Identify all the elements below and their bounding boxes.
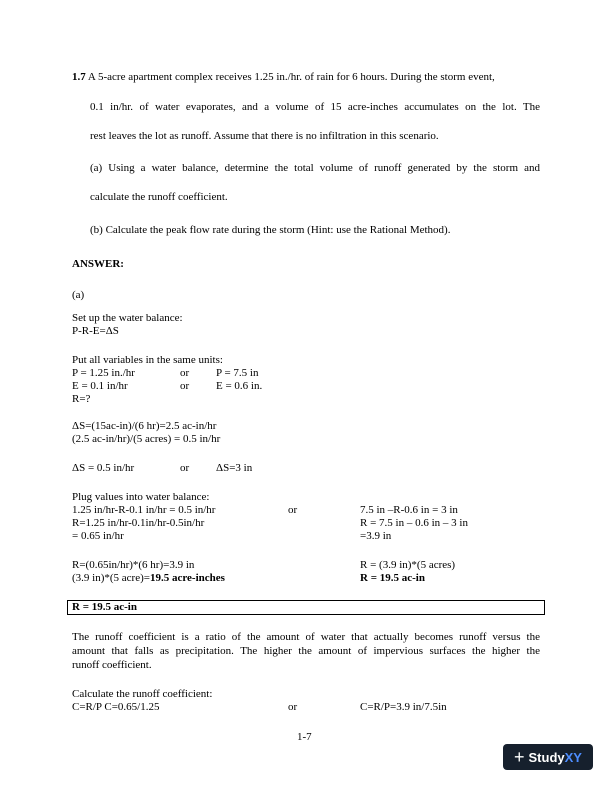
- ds-line-2: (2.5 ac-in/hr)/(5 acres) = 0.5 in/hr: [72, 433, 221, 445]
- e-left: E = 0.1 in/hr: [72, 380, 128, 392]
- coef-left: C=R/P C=0.65/1.25: [72, 701, 160, 713]
- part-a-line-1: (a) Using a water balance, determine the total volume of runoff generated by the storm and: [90, 162, 540, 174]
- studyxy-logo: [503, 744, 593, 770]
- coef-calc-intro: Calculate the runoff coefficient:: [72, 688, 213, 700]
- coef-or: or: [288, 701, 298, 713]
- part-a-line-2: calculate the runoff coefficient.: [90, 191, 228, 203]
- coef-text-2: amount that falls as precipitation. The higher the amount of impervious surfaces the higher the: [72, 645, 540, 657]
- plug-or: or: [288, 504, 298, 516]
- units-intro: Put all variables in the same units:: [72, 354, 223, 366]
- plug-right-1: 7.5 in –R-0.6 in = 3 in: [360, 504, 458, 516]
- answer-part-label: (a): [72, 289, 85, 301]
- problem-line-3: rest leaves the lot as runoff. Assume that there is no infiltration in this scenario.: [90, 130, 439, 142]
- plus-icon: +: [514, 747, 525, 767]
- result-box-text: R = 19.5 ac-in: [72, 601, 137, 613]
- answer-heading: ANSWER:: [72, 258, 124, 270]
- plug-left-1: 1.25 in/hr-R-0.1 in/hr = 0.5 in/hr: [72, 504, 216, 516]
- part-b: (b) Calculate the peak flow rate during the storm (Hint: use the Rational Method).: [90, 224, 451, 236]
- problem-number: 1.7: [72, 71, 86, 83]
- r-unknown: R=?: [72, 393, 91, 405]
- e-or: or: [180, 380, 190, 392]
- plug-right-2: R = 7.5 in – 0.6 in – 3 in: [360, 517, 468, 529]
- setup-line-1: Set up the water balance:: [72, 312, 183, 324]
- p-right: P = 7.5 in: [216, 367, 259, 379]
- calc-left-2: [72, 572, 225, 585]
- coef-text-1: The runoff coefficient is a ratio of the amount of water that actually becomes runoff versus the: [72, 631, 540, 643]
- page-number: 1-7: [297, 731, 312, 743]
- calc-left-1: R=(0.65in/hr)*(6 hr)=3.9 in: [72, 559, 195, 571]
- plug-intro: Plug values into water balance:: [72, 491, 210, 503]
- plug-left-2: R=1.25 in/hr-0.1in/hr-0.5in/hr: [72, 517, 205, 529]
- coef-text-3: runoff coefficient.: [72, 659, 152, 671]
- e-right: E = 0.6 in.: [216, 380, 263, 392]
- problem-text-1: A 5-acre apartment complex receives 1.25 in./hr. of rain for 6 hours. During the storm event,: [87, 71, 495, 83]
- coef-right: C=R/P=3.9 in/7.5in: [360, 701, 447, 713]
- p-or: or: [180, 367, 190, 379]
- calc-left-2-prefix: (3.9 in)*(5 acre)=: [72, 572, 150, 584]
- ds-line-1: ΔS=(15ac-in)/(6 hr)=2.5 ac-in/hr: [72, 420, 217, 432]
- plug-left-3: = 0.65 in/hr: [72, 530, 124, 542]
- p-left: P = 1.25 in./hr: [72, 367, 135, 379]
- problem-line-2: 0.1 in/hr. of water evaporates, and a volume of 15 acre-inches accumulates on the lot. The: [90, 101, 540, 113]
- problem-line-1: [72, 71, 495, 84]
- calc-right-2: R = 19.5 ac-in: [360, 572, 425, 584]
- ds-or: or: [180, 462, 190, 474]
- plug-right-3: =3.9 in: [360, 530, 392, 542]
- calc-right-1: R = (3.9 in)*(5 acres): [360, 559, 456, 571]
- logo-text-xy: XY: [564, 749, 582, 765]
- setup-line-2: P-R-E=ΔS: [72, 325, 119, 337]
- result-box: [67, 600, 545, 615]
- logo-text-study: Study: [528, 749, 565, 765]
- ds-left: ΔS = 0.5 in/hr: [72, 462, 135, 474]
- ds-right: ΔS=3 in: [216, 462, 253, 474]
- calc-left-2-result: 19.5 acre-inches: [149, 572, 225, 584]
